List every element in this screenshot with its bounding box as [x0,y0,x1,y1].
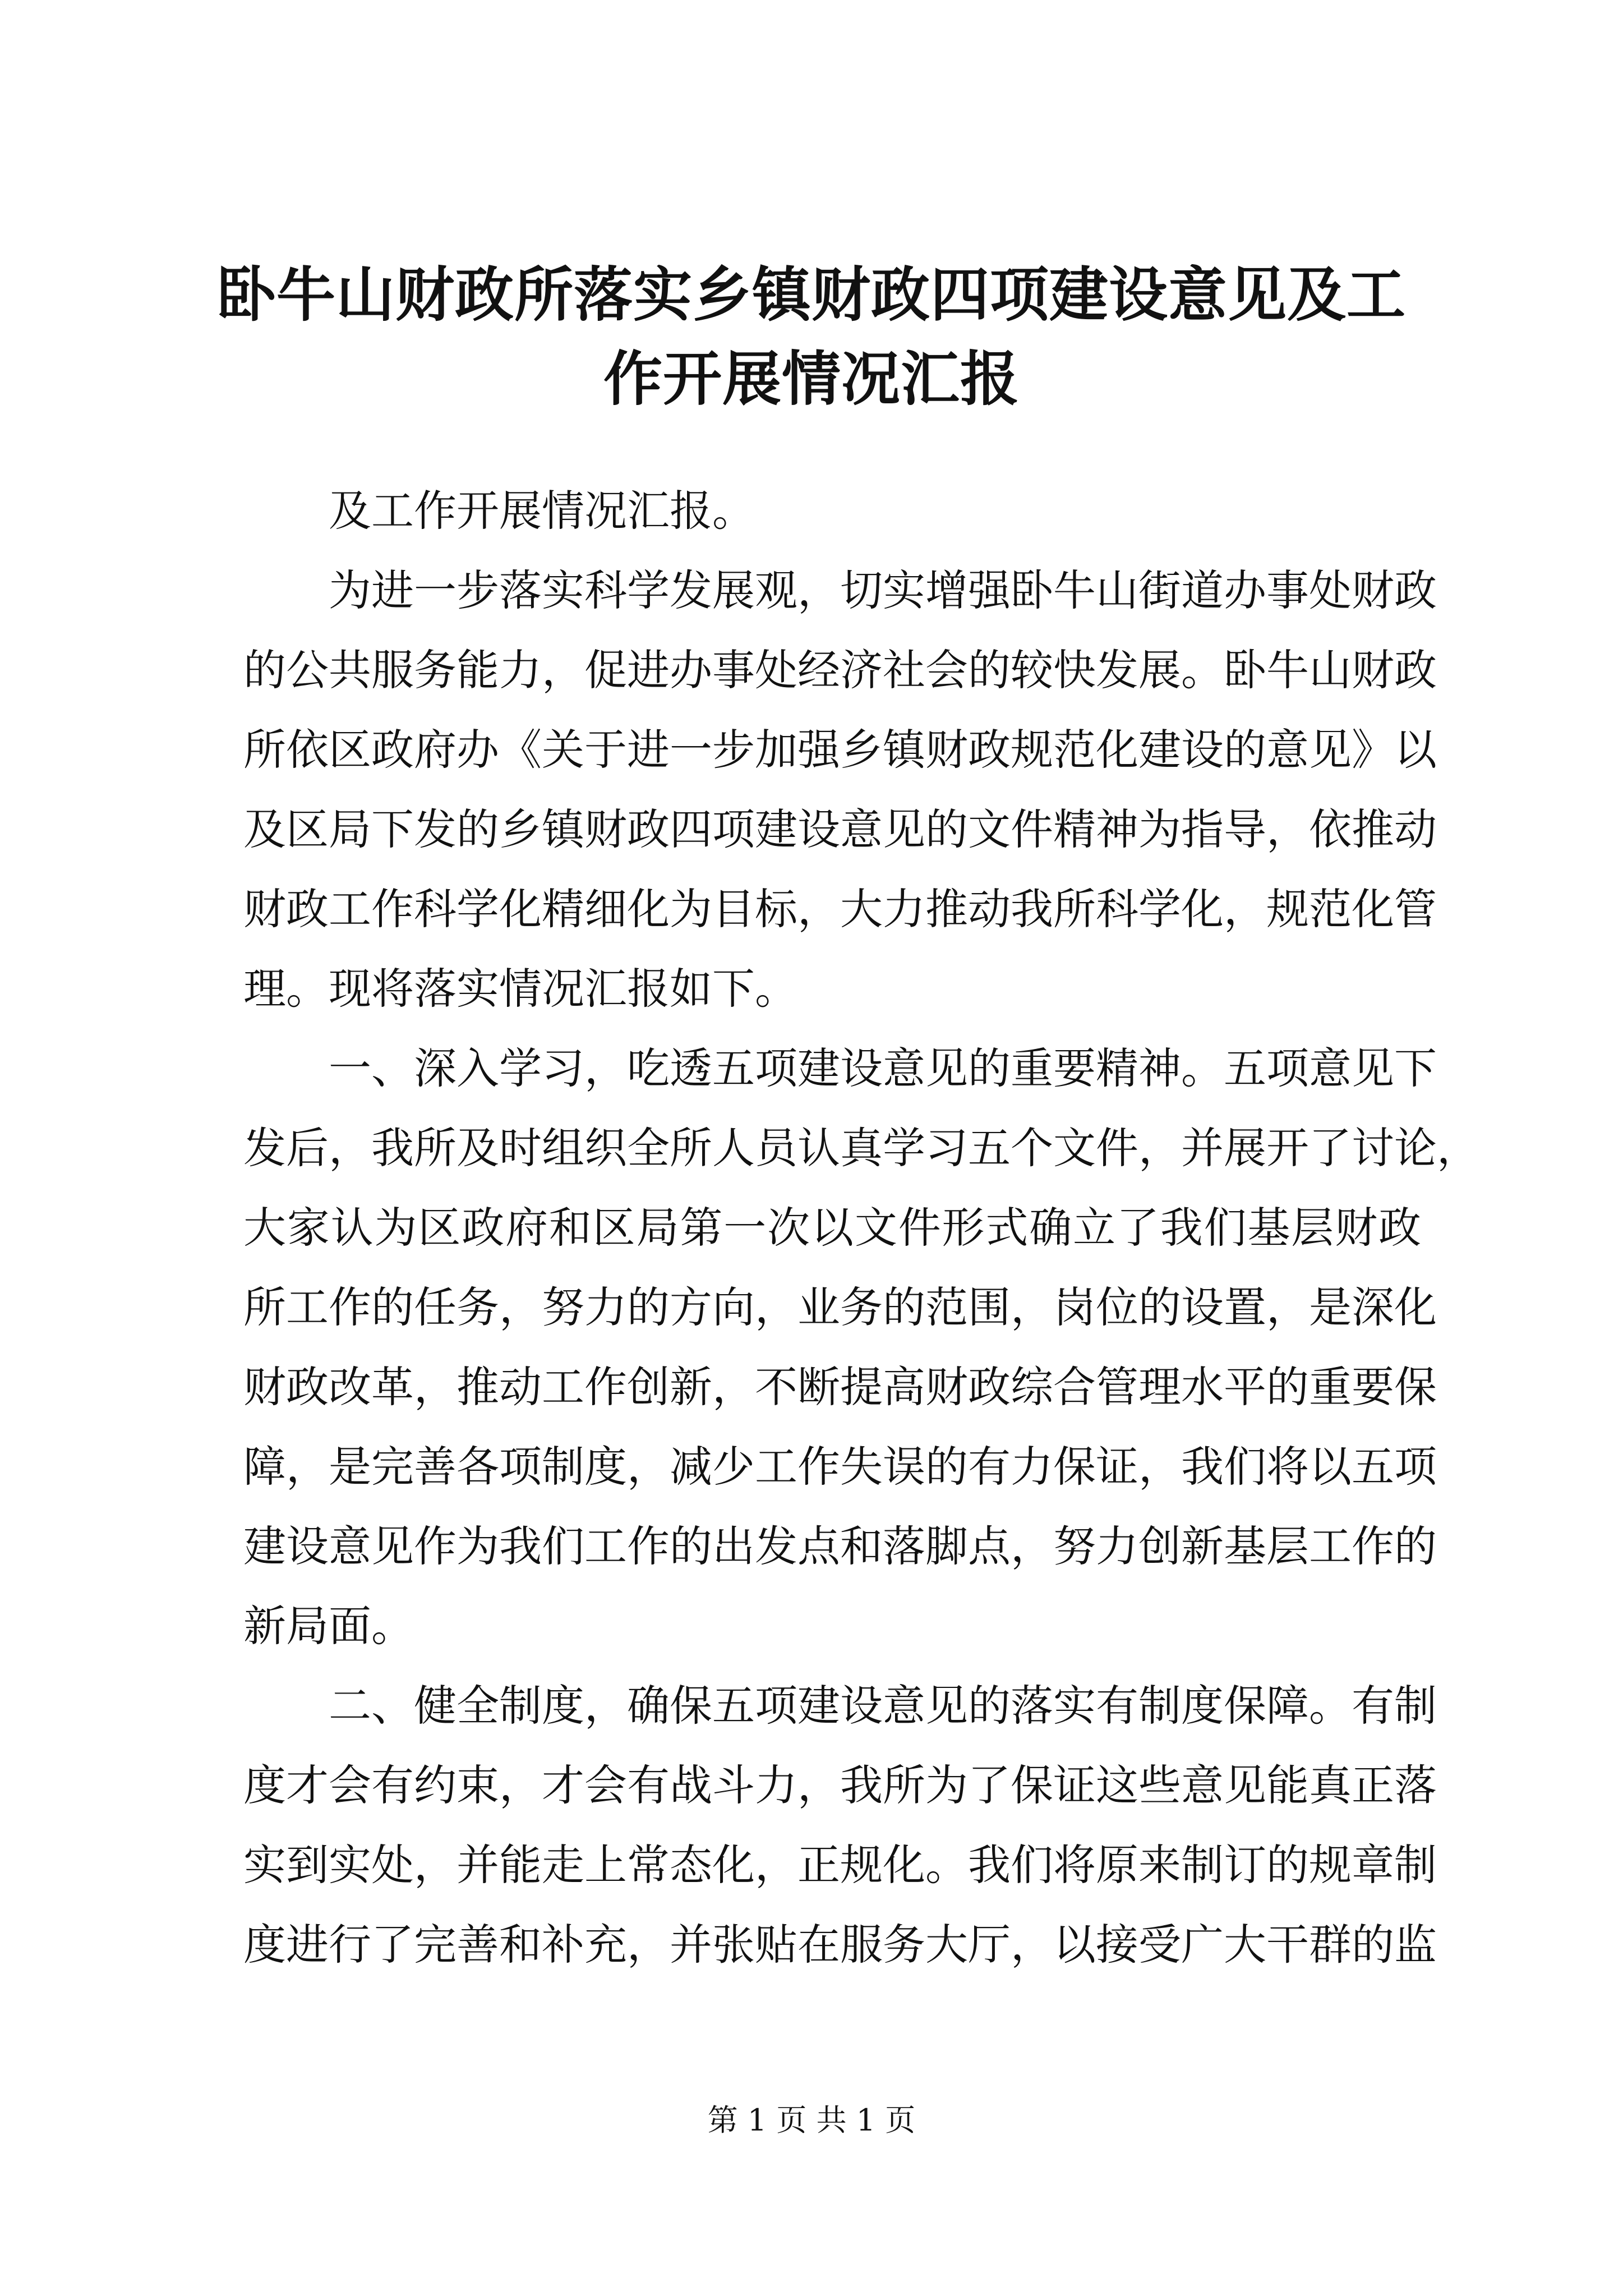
body-line-12: 财政改革，推动工作创新，不断提高财政综合管理水平的重要保 [243,1362,1437,1412]
page-footer: 第 1 页 共 1 页 [707,2102,916,2138]
body-line-1: 及工作开展情况汇报。 [329,486,755,536]
body-line-15: 新局面。 [243,1601,414,1651]
body-line-11: 所工作的任务，努力的方向，业务的范围，岗位的设置，是深化 [243,1282,1437,1332]
body-line-2: 为进一步落实科学发展观，切实增强卧牛山街道办事处财政 [329,565,1437,615]
body-line-19: 度进行了完善和补充，并张贴在服务大厅，以接受广大干群的监 [243,1920,1437,1970]
title-line-1: 卧牛山财政所落实乡镇财政四项建设意见及工 [216,260,1406,329]
body-line-9: 发后，我所及时组织全所人员认真学习五个文件，并展开了讨论， [243,1123,1479,1173]
body-line-13: 障，是完善各项制度，减少工作失误的有力保证，我们将以五项 [243,1442,1437,1492]
body-line-6: 财政工作科学化精细化为目标，大力推动我所科学化，规范化管 [243,884,1437,934]
body-line-18: 实到实处，并能走上常态化，正规化。我们将原来制订的规章制 [243,1840,1437,1890]
document-body [243,471,1479,1985]
body-line-17: 度才会有约束，才会有战斗力，我所为了保证这些意见能真正落 [243,1760,1437,1810]
body-line-8: 一、深入学习，吃透五项建设意见的重要精神。五项意见下 [329,1043,1437,1093]
body-line-16: 二、健全制度，确保五项建设意见的落实有制度保障。有制 [329,1681,1437,1731]
body-line-14: 建设意见作为我们工作的出发点和落脚点，努力创新基层工作的 [243,1521,1437,1571]
body-line-3: 的公共服务能力，促进办事处经济社会的较快发展。卧牛山财政 [243,645,1437,695]
title-line-2: 作开展情况汇报 [603,344,1020,413]
body-line-4: 所依区政府办《关于进一步加强乡镇财政规范化建设的意见》以 [243,725,1437,775]
body-line-10: 大家认为区政府和区局第一次以文件形式确立了我们基层财政 [243,1203,1421,1253]
body-line-7: 理。现将落实情况汇报如下。 [243,964,797,1014]
document-title [168,252,1455,421]
body-line-5: 及区局下发的乡镇财政四项建设意见的文件精神为指导，依推动 [243,804,1437,854]
